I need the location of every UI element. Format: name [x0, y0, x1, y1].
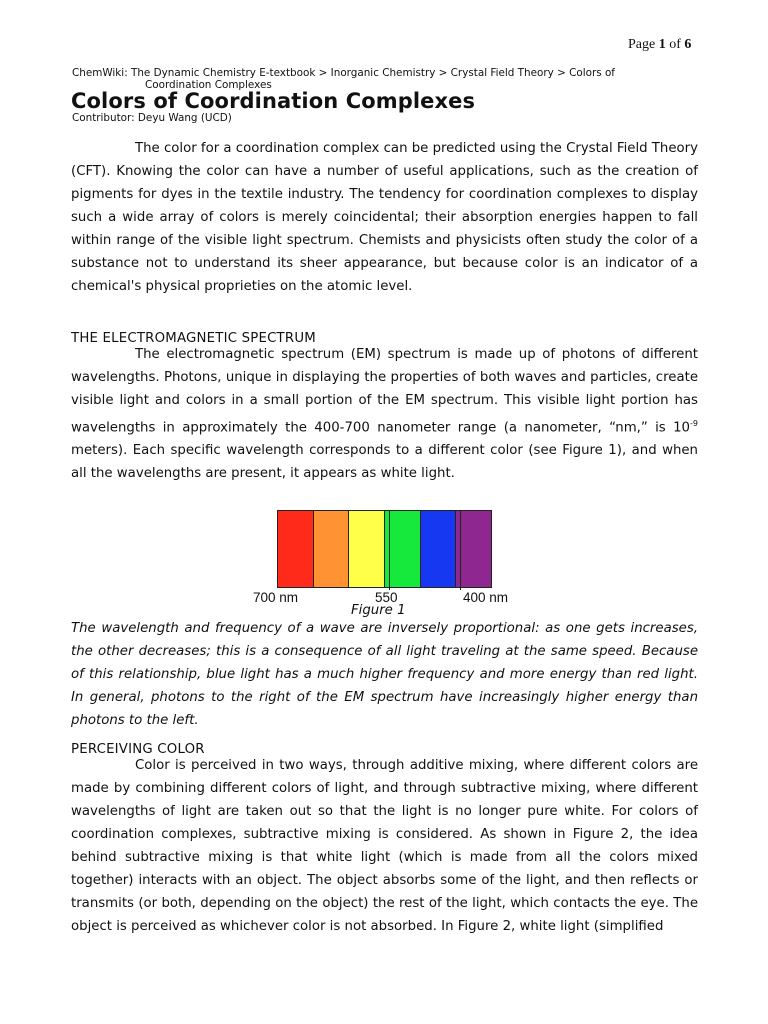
tick-400 — [460, 510, 461, 590]
page-title: Colors of Coordination Complexes — [71, 89, 476, 113]
intro-paragraph: The color for a coordination complex can be predicted using the Crystal Field Theory (CFT). Knowing the color can have a number of useful applications, such as the creation of pigments for dyes in the textile industry. The tendency for coordination complexes to display such a wide array of colors is merely coincidental; their absorption energies happen to fall within range of the visible light spectrum. Chemists and physicists often study the color of a substance not to understand its sheer appearance, but because color is an indicator of a chemical's physical proprieties on the atomic level. — [71, 141, 699, 294]
page-total: 6 — [684, 37, 692, 52]
spectrum-band-violet — [456, 511, 491, 587]
page-label: Page — [628, 37, 656, 52]
page-of: of — [669, 37, 681, 52]
page-current: 1 — [658, 37, 666, 52]
exponent: -9 — [690, 419, 698, 428]
page-number — [628, 37, 691, 53]
spectrum-band-blue — [421, 511, 457, 587]
label-400nm: 400 nm — [463, 590, 509, 605]
em-spectrum-paragraph — [71, 343, 698, 485]
tick-550 — [389, 510, 390, 590]
spectrum-band-red — [278, 511, 314, 587]
label-550: 550 — [375, 590, 398, 605]
em-text-end: meters). Each specific wavelength corresponds to a different color (see Figure 1), and when all the wavelengths are present, it appears as white light. — [71, 443, 698, 482]
label-700nm: 700 nm — [253, 590, 299, 605]
breadcrumb-line-1: ChemWiki: The Dynamic Chemistry E-textbook > Inorganic Chemistry > Crystal Field Theory > Colors of — [72, 67, 615, 79]
figure-1-note: The wavelength and frequency of a wave are inversely proportional: as one gets increases, the other decreases; this is a consequence of all light traveling at the same speed. Because of this relationship, blue light has a much higher frequency and more energy than red light. In general, photons to the right of the EM spectrum have increasingly higher energy than photons to the left. — [71, 621, 698, 728]
figure-1-caption: Figure 1 — [351, 603, 406, 618]
spectrum-band-yellow — [349, 511, 385, 587]
perceiving-color-paragraph: Color is perceived in two ways, through additive mixing, where different colors are made by combining different colors of light, and through subtractive mixing, where different wavelengths of light are taken out so that the light is no longer pure white. For colors of coordination complexes, subtractive mixing is considered. As shown in Figure 2, the idea behind subtractive mixing is that white light (which is made from all the colors mixed together) interacts with an object. The object absorbs some of the light, and then reflects or transmits (or both, depending on the object) the rest of the light, which contacts the eye. The object is perceived as whichever color is not absorbed. In Figure 2, white light (simplified — [71, 758, 698, 934]
spectrum-band-orange — [314, 511, 350, 587]
spectrum-band-green — [385, 511, 421, 587]
breadcrumb-line-2: Coordination Complexes — [145, 79, 272, 91]
breadcrumb — [72, 67, 698, 91]
contributor: Contributor: Deyu Wang (UCD) — [72, 112, 232, 124]
perceiving-color-heading: PERCEIVING COLOR — [71, 742, 205, 757]
em-spectrum-heading: THE ELECTROMAGNETIC SPECTRUM — [71, 331, 316, 346]
em-text-start: The electromagnetic spectrum (EM) spectrum is made up of photons of different wavelengths. Photons, unique in displaying the properties of both waves and particles, create visible light and colors in a small portion of the EM spectrum. This visible light portion has wavelengths in approximately the 400-700 nanometer range (a nanometer, “nm,” is 10 — [71, 347, 698, 436]
